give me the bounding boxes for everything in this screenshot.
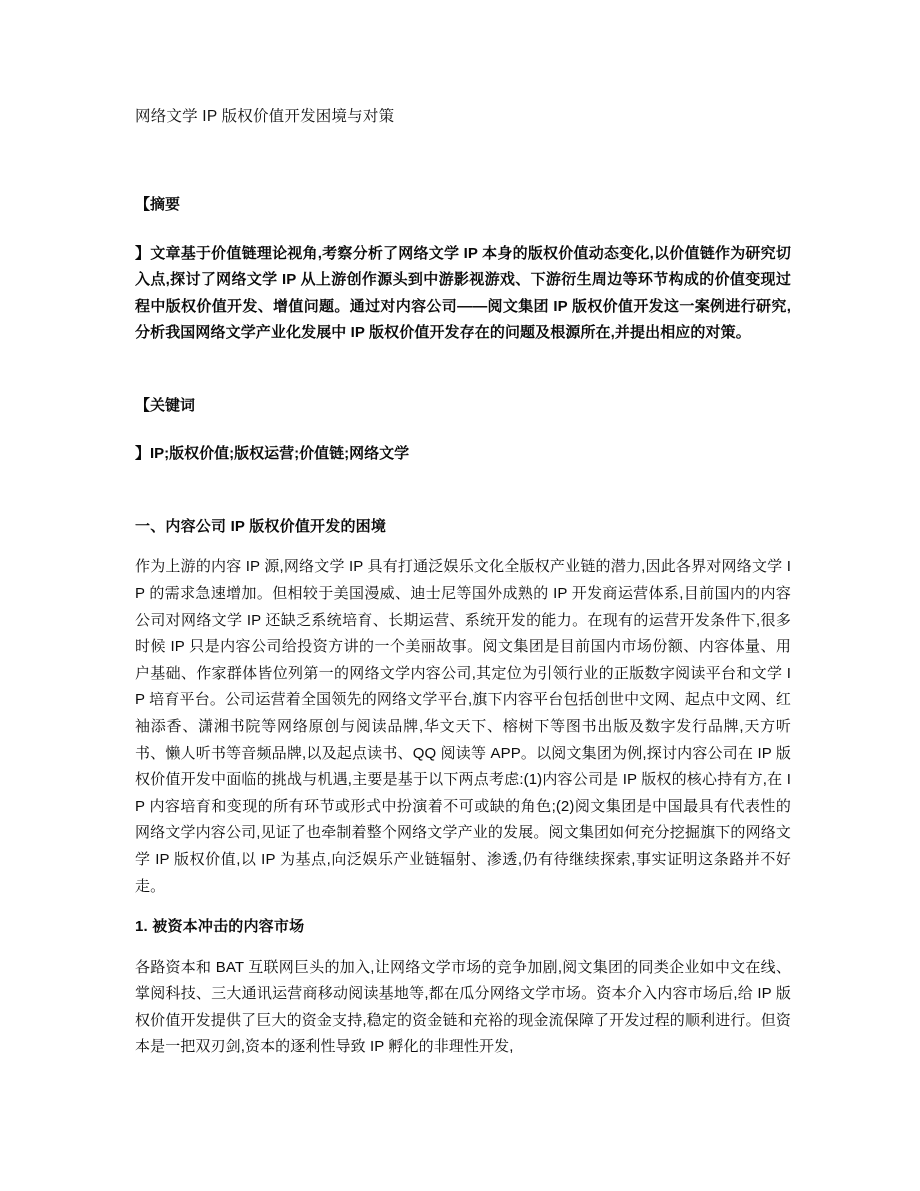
section-heading-1: 一、内容公司 IP 版权价值开发的困境 — [135, 517, 387, 535]
spacer-after-title — [135, 130, 791, 192]
spacer-before-subheading — [135, 900, 791, 914]
subsection-heading-1-1: 1. 被资本冲击的内容市场 — [135, 918, 305, 936]
subsection-1-1-paragraph-1: 各路资本和 BAT 互联网巨头的加入,让网络文学市场的竞争加剧,阅文集团的同类企业如中文在线、掌阅科技、三大通讯运营商移动阅读基地等,都在瓜分网络文学市场。资本介入内容市场后,给 IP 版权价值开发提供了巨大的资金支持,稳定的资金链和充裕的现金流保障了开发过程的顺利进行。但资本是一把双刃剑,资本的逐利性导致 IP 孵化的非理性开发, — [135, 958, 791, 1056]
abstract-label: 【摘要 — [135, 196, 181, 213]
spacer-abstract-label — [135, 219, 791, 241]
keywords-label: 【关键词 — [135, 396, 196, 414]
spacer-after-section-heading — [135, 540, 791, 554]
spacer-keywords-label — [135, 419, 791, 441]
abstract-body: 】文章基于价值链理论视角,考察分析了网络文学 IP 本身的版权价值动态变化,以价值链作为研究切入点,探讨了网络文学 IP 从上游创作源头到中游影视游戏、下游衍生周边等环节构成的价值变现过程中版权价值开发、增值问题。通过对内容公司——阅文集团 IP 版权价值开发这一案例进行研究,分析我国网络文学产业化发展中 IP 版权价值开发存在的问题及根源所在,并提出相应的对策。 — [135, 244, 791, 342]
document-content-column — [135, 104, 791, 1061]
page-title: 网络文学 IP 版权价值开发困境与对策 — [135, 108, 395, 125]
spacer-after-subheading — [135, 941, 791, 955]
spacer-after-keywords — [135, 468, 791, 514]
section-1-paragraph-1: 作为上游的内容 IP 源,网络文学 IP 具有打通泛娱乐文化全版权产业链的潜力,因此各界对网络文学 IP 的需求急速增加。但相较于美国漫威、迪士尼等国外成熟的 IP 开发商运营体系,目前国内的内容公司对网络文学 IP 还缺乏系统培育、长期运营、系统开发的能力。在现有的运营开发条件下,很多时候 IP 只是内容公司给投资方讲的一个美丽故事。阅文集团是目前国内市场份额、内容体量、用户基础、作家群体皆位列第一的网络文学内容公司,其定位为引领行业的正版数字阅读平台和文学 IP 培育平台。公司运营着全国领先的网络文学平台,旗下内容平台包括创世中文网、起点中文网、红袖添香、潇湘书院等网络原创与阅读品牌,华文天下、榕树下等图书出版及数字发行品牌,天方听书、懒人听书等音频品牌,以及起点读书、QQ 阅读等 APP。以阅文集团为例,探讨内容公司在 IP 版权价值开发中面临的挑战与机遇,主要是基于以下两点考虑:(1)内容公司是 IP 版权的核心持有方,在 IP 内容培育和变现的所有环节或形式中扮演着不可或缺的角色;(2)阅文集团是中国最具有代表性的网络文学内容公司,见证了也牵制着整个网络文学产业的发展。阅文集团如何充分挖掘旗下的网络文学 IP 版权价值,以 IP 为基点,向泛娱乐产业链辐射、渗透,仍有待继续探索,事实证明这条路并不好走。 — [135, 558, 791, 895]
spacer-after-abstract — [135, 347, 791, 393]
keywords-body: 】IP;版权价值;版权运营;价值链;网络文学 — [135, 445, 410, 463]
